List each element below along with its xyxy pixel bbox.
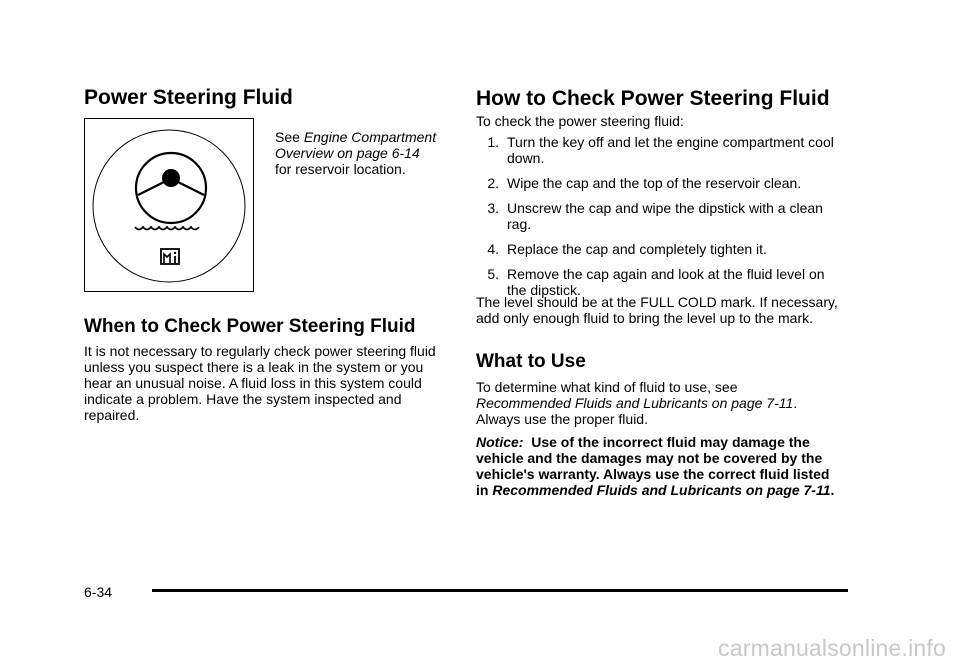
figure-caption — [275, 129, 455, 177]
step-text: Turn the key off and let the engine compartment cool down. — [507, 134, 834, 166]
when-to-check-heading: When to Check Power Steering Fluid — [84, 316, 416, 337]
caption-suffix: for reservoir location. — [275, 161, 406, 177]
footer-rule — [152, 589, 848, 592]
step-number: 4. — [487, 241, 499, 257]
check-steps-list — [476, 134, 836, 307]
list-item — [476, 175, 836, 191]
when-to-check-body: It is not necessary to regularly check power steering fluid unless you suspect there is a leak in the system or you hear an unusual noise. A fluid loss in this system could indicate a problem. Have the system inspected and repaired. — [84, 343, 436, 423]
engine-compartment-link[interactable]: Engine Compartment Overview on page 6‑14 — [275, 129, 437, 161]
what-to-use-suffix: Always use the proper fluid. — [476, 411, 648, 427]
notice-text: Use of the incorrect fluid may damage the vehicle and the damages may not be covered by the vehicle's warranty. Always use the correct fluid listed in — [476, 434, 830, 498]
what-to-use-prefix: To determine what kind of fluid to use, see — [476, 379, 738, 395]
page-number: 6-34 — [84, 584, 113, 600]
notice-period: . — [830, 482, 835, 498]
step-text: Wipe the cap and the top of the reservoir clean. — [507, 175, 802, 191]
step-number: 1. — [487, 134, 499, 150]
watermark: carmanualsonline.info — [718, 635, 946, 661]
recommended-fluids-link[interactable]: Recommended Fluids and Lubricants on page 7‑11 — [476, 395, 794, 411]
notice-block — [476, 434, 844, 498]
step-text: Replace the cap and completely tighten it. — [507, 241, 767, 257]
power-steering-symbol-icon — [85, 119, 255, 293]
fluid-level-note: The level should be at the FULL COLD mark. If necessary, add only enough fluid to bring the level up to the mark. — [476, 294, 838, 326]
page-title: Power Steering Fluid — [84, 86, 293, 109]
step-number: 5. — [487, 266, 499, 282]
notice-label: Notice: — [476, 434, 524, 450]
reservoir-cap-figure — [84, 118, 254, 292]
step-text: Unscrew the cap and wipe the dipstick with a clean rag. — [507, 200, 823, 232]
list-item — [476, 134, 836, 166]
notice-recommended-fluids-link[interactable]: Recommended Fluids and Lubricants on page 7‑11 — [492, 482, 831, 498]
list-item — [476, 241, 836, 257]
how-to-check-intro: To check the power steering fluid: — [476, 113, 684, 129]
what-to-use-heading: What to Use — [476, 351, 586, 372]
step-text: Remove the cap again and look at the fluid level on the dipstick. — [507, 266, 825, 298]
step-number: 2. — [487, 175, 499, 191]
what-to-use-body — [476, 379, 838, 427]
period: . — [793, 395, 798, 411]
list-item — [476, 200, 836, 232]
step-number: 3. — [487, 200, 499, 216]
caption-prefix: See — [275, 129, 304, 145]
how-to-check-heading: How to Check Power Steering Fluid — [476, 87, 830, 110]
